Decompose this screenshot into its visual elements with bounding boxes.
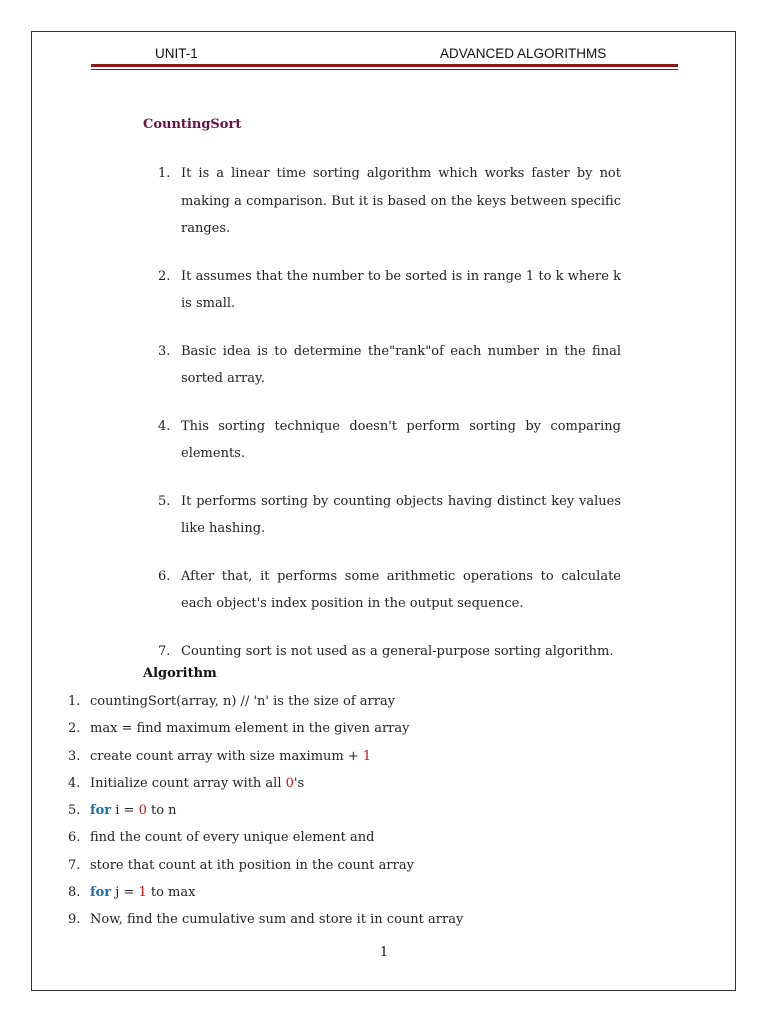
- step-text: to max: [146, 885, 196, 901]
- algorithm-step: [60, 824, 620, 851]
- algorithm-heading: Algorithm: [143, 666, 217, 681]
- header-rule-thin: [91, 69, 678, 70]
- step-number: 6.: [68, 830, 81, 846]
- step-number: 1.: [68, 694, 81, 709]
- algorithm-step: [60, 688, 620, 715]
- step-text: j =: [111, 885, 139, 901]
- list-text: After that, it performs some arithmetic operations to calculate each object's index position in the output sequence.: [181, 568, 621, 611]
- list-item: [155, 160, 621, 243]
- code-literal: 0: [138, 803, 147, 819]
- list-item: [155, 413, 621, 468]
- list-number: 5.: [158, 493, 171, 509]
- step-text: store that count at ith position in the count array: [90, 857, 414, 873]
- list-text: Basic idea is to determine the"rank"of each number in the final sorted array.: [181, 343, 621, 386]
- list-text: Counting sort is not used as a general-purpose sorting algorithm.: [181, 643, 614, 659]
- algorithm-step: [60, 852, 620, 879]
- code-keyword: for: [90, 885, 112, 901]
- description-list: [155, 160, 621, 665]
- list-item: [155, 488, 621, 543]
- list-text: It assumes that the number to be sorted is in range 1 to k where k is small.: [181, 268, 621, 311]
- algorithm-step: [60, 743, 620, 770]
- step-text: max = find maximum element in the given array: [90, 721, 410, 737]
- step-number: 7.: [68, 857, 81, 873]
- algorithm-step: [60, 715, 620, 742]
- list-item: [155, 263, 621, 318]
- list-number: 4.: [158, 418, 171, 434]
- page-number: 1: [379, 945, 389, 960]
- list-number: 1.: [158, 166, 171, 181]
- list-item: [155, 338, 621, 393]
- code-literal: 0: [285, 775, 294, 791]
- step-number: 5.: [68, 803, 81, 819]
- step-text: Initialize count array with all: [90, 775, 286, 791]
- step-text: create count array with size maximum +: [90, 748, 363, 764]
- step-text: 's: [293, 775, 305, 791]
- list-item: [155, 638, 621, 666]
- list-number: 3.: [158, 343, 171, 359]
- algorithm-step: [60, 879, 620, 906]
- step-text: countingSort(array, n) // 'n' is the size of array: [90, 694, 396, 709]
- list-number: 2.: [158, 268, 171, 284]
- step-text: find the count of every unique element and: [90, 830, 375, 846]
- code-literal: 1: [138, 885, 147, 901]
- algorithm-step: [60, 770, 620, 797]
- header-subject: ADVANCED ALGORITHMS: [440, 46, 607, 61]
- list-text: This sorting technique doesn't perform sorting by comparing elements.: [181, 418, 621, 461]
- header-rule: [91, 64, 678, 67]
- step-number: 3.: [68, 748, 81, 764]
- section-title: CountingSort: [143, 117, 242, 132]
- step-number: 8.: [68, 885, 81, 901]
- code-keyword: for: [90, 803, 112, 819]
- list-number: 6.: [158, 568, 171, 584]
- step-text: to n: [146, 803, 177, 819]
- algorithm-steps: [60, 688, 620, 934]
- list-item: [155, 563, 621, 618]
- header-unit: UNIT-1: [155, 46, 198, 61]
- step-text: i =: [111, 803, 139, 819]
- step-number: 9.: [68, 912, 81, 928]
- list-number: 7.: [158, 643, 171, 659]
- code-literal: 1: [362, 748, 372, 764]
- step-number: 2.: [68, 721, 81, 737]
- algorithm-step: [60, 906, 620, 933]
- step-number: 4.: [68, 775, 81, 791]
- step-text: Now, find the cumulative sum and store it in count array: [90, 912, 464, 928]
- list-text: It is a linear time sorting algorithm which works faster by not making a comparison. But it is based on the keys between specific ranges.: [181, 166, 621, 236]
- algorithm-step: [60, 797, 620, 824]
- list-text: It performs sorting by counting objects having distinct key values like hashing.: [181, 493, 621, 536]
